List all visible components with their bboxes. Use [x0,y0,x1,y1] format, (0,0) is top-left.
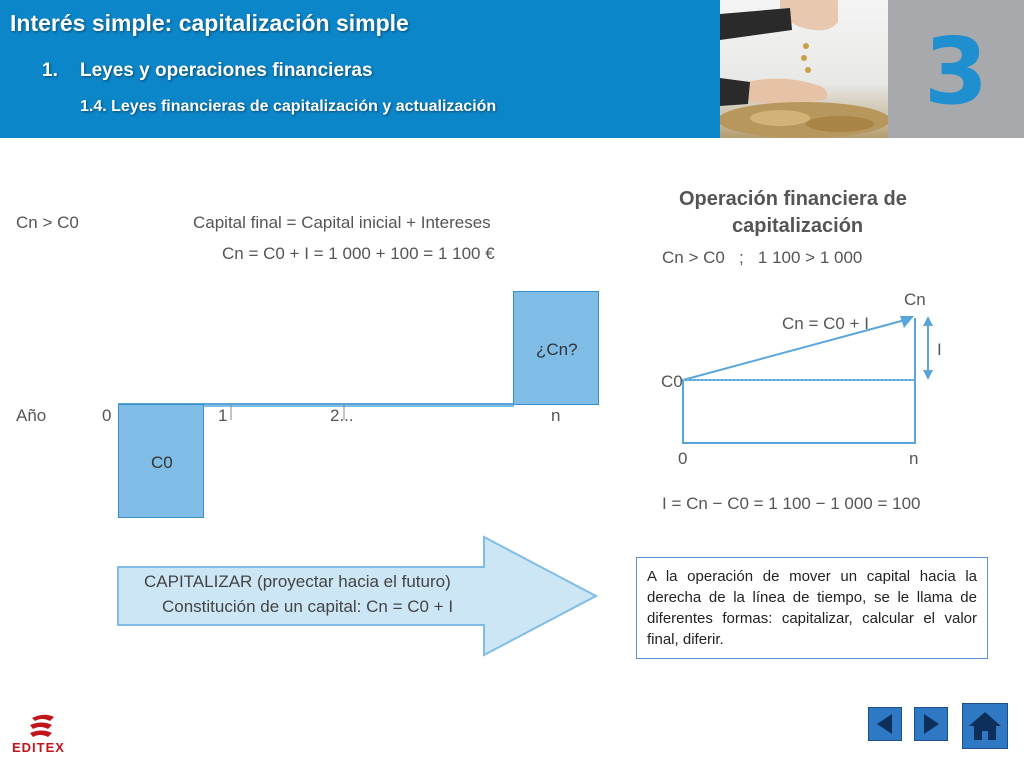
triangle-left-icon [869,708,901,740]
explanation-note: A la operación de mover un capital hacia la derecha de la línea de tiempo, se le llama de diferentes formas: capitalizar, calcular el valor final, diferir. [636,557,988,659]
formula-words: Capital final = Capital inicial + Intereses [193,213,491,232]
triangle-right-icon [915,708,947,740]
arrow-line1: CAPITALIZAR (proyectar hacia el futuro) [144,572,451,591]
section-number: 1. [42,60,58,81]
right-title-line2: capitalización [732,215,864,237]
next-slide-button[interactable] [914,707,948,741]
unit-number: 3 [923,18,988,125]
tick-2: 2... [330,406,354,425]
c0-box-label: C0 [151,453,173,472]
prev-slide-button[interactable] [868,707,902,741]
tick-0: 0 [102,406,112,425]
comparison-label: Cn > C0 ; 1 100 > 1 000 [662,248,863,267]
graph-i-label: I [937,340,942,359]
graph-axis-end: n [909,449,919,468]
graph-cn-label: Cn [904,290,926,309]
cn-box-label: ¿Cn? [536,340,578,359]
right-title-line1: Operación financiera de [679,188,907,210]
editex-logo-mark [10,712,80,742]
cn-gt-c0-label: Cn > C0 [16,213,79,232]
subsection-title: 1.4. Leyes financieras de capitalización y actualización [80,98,497,115]
arrow-line2: Constitución de un capital: Cn = C0 + I [162,597,454,616]
section-title: Leyes y operaciones financieras [80,60,373,81]
tick-1: 1 [218,406,228,425]
home-button[interactable] [962,703,1008,749]
slide-title: Interés simple: capitalización simple [10,10,409,36]
year-label: Año [16,406,47,425]
graph-slope-label: Cn = C0 + I [782,314,869,333]
tick-n: n [551,406,561,425]
graph-axis-start: 0 [678,449,688,468]
editex-logo-text: EDITEX [12,740,65,755]
home-icon [963,704,1007,748]
interest-formula: I = Cn − C0 = 1 100 − 1 000 = 100 [662,494,921,513]
formula-values: Cn = C0 + I = 1 000 + 100 = 1 100 € [222,244,495,263]
graph-c0-label: C0 [661,372,683,391]
